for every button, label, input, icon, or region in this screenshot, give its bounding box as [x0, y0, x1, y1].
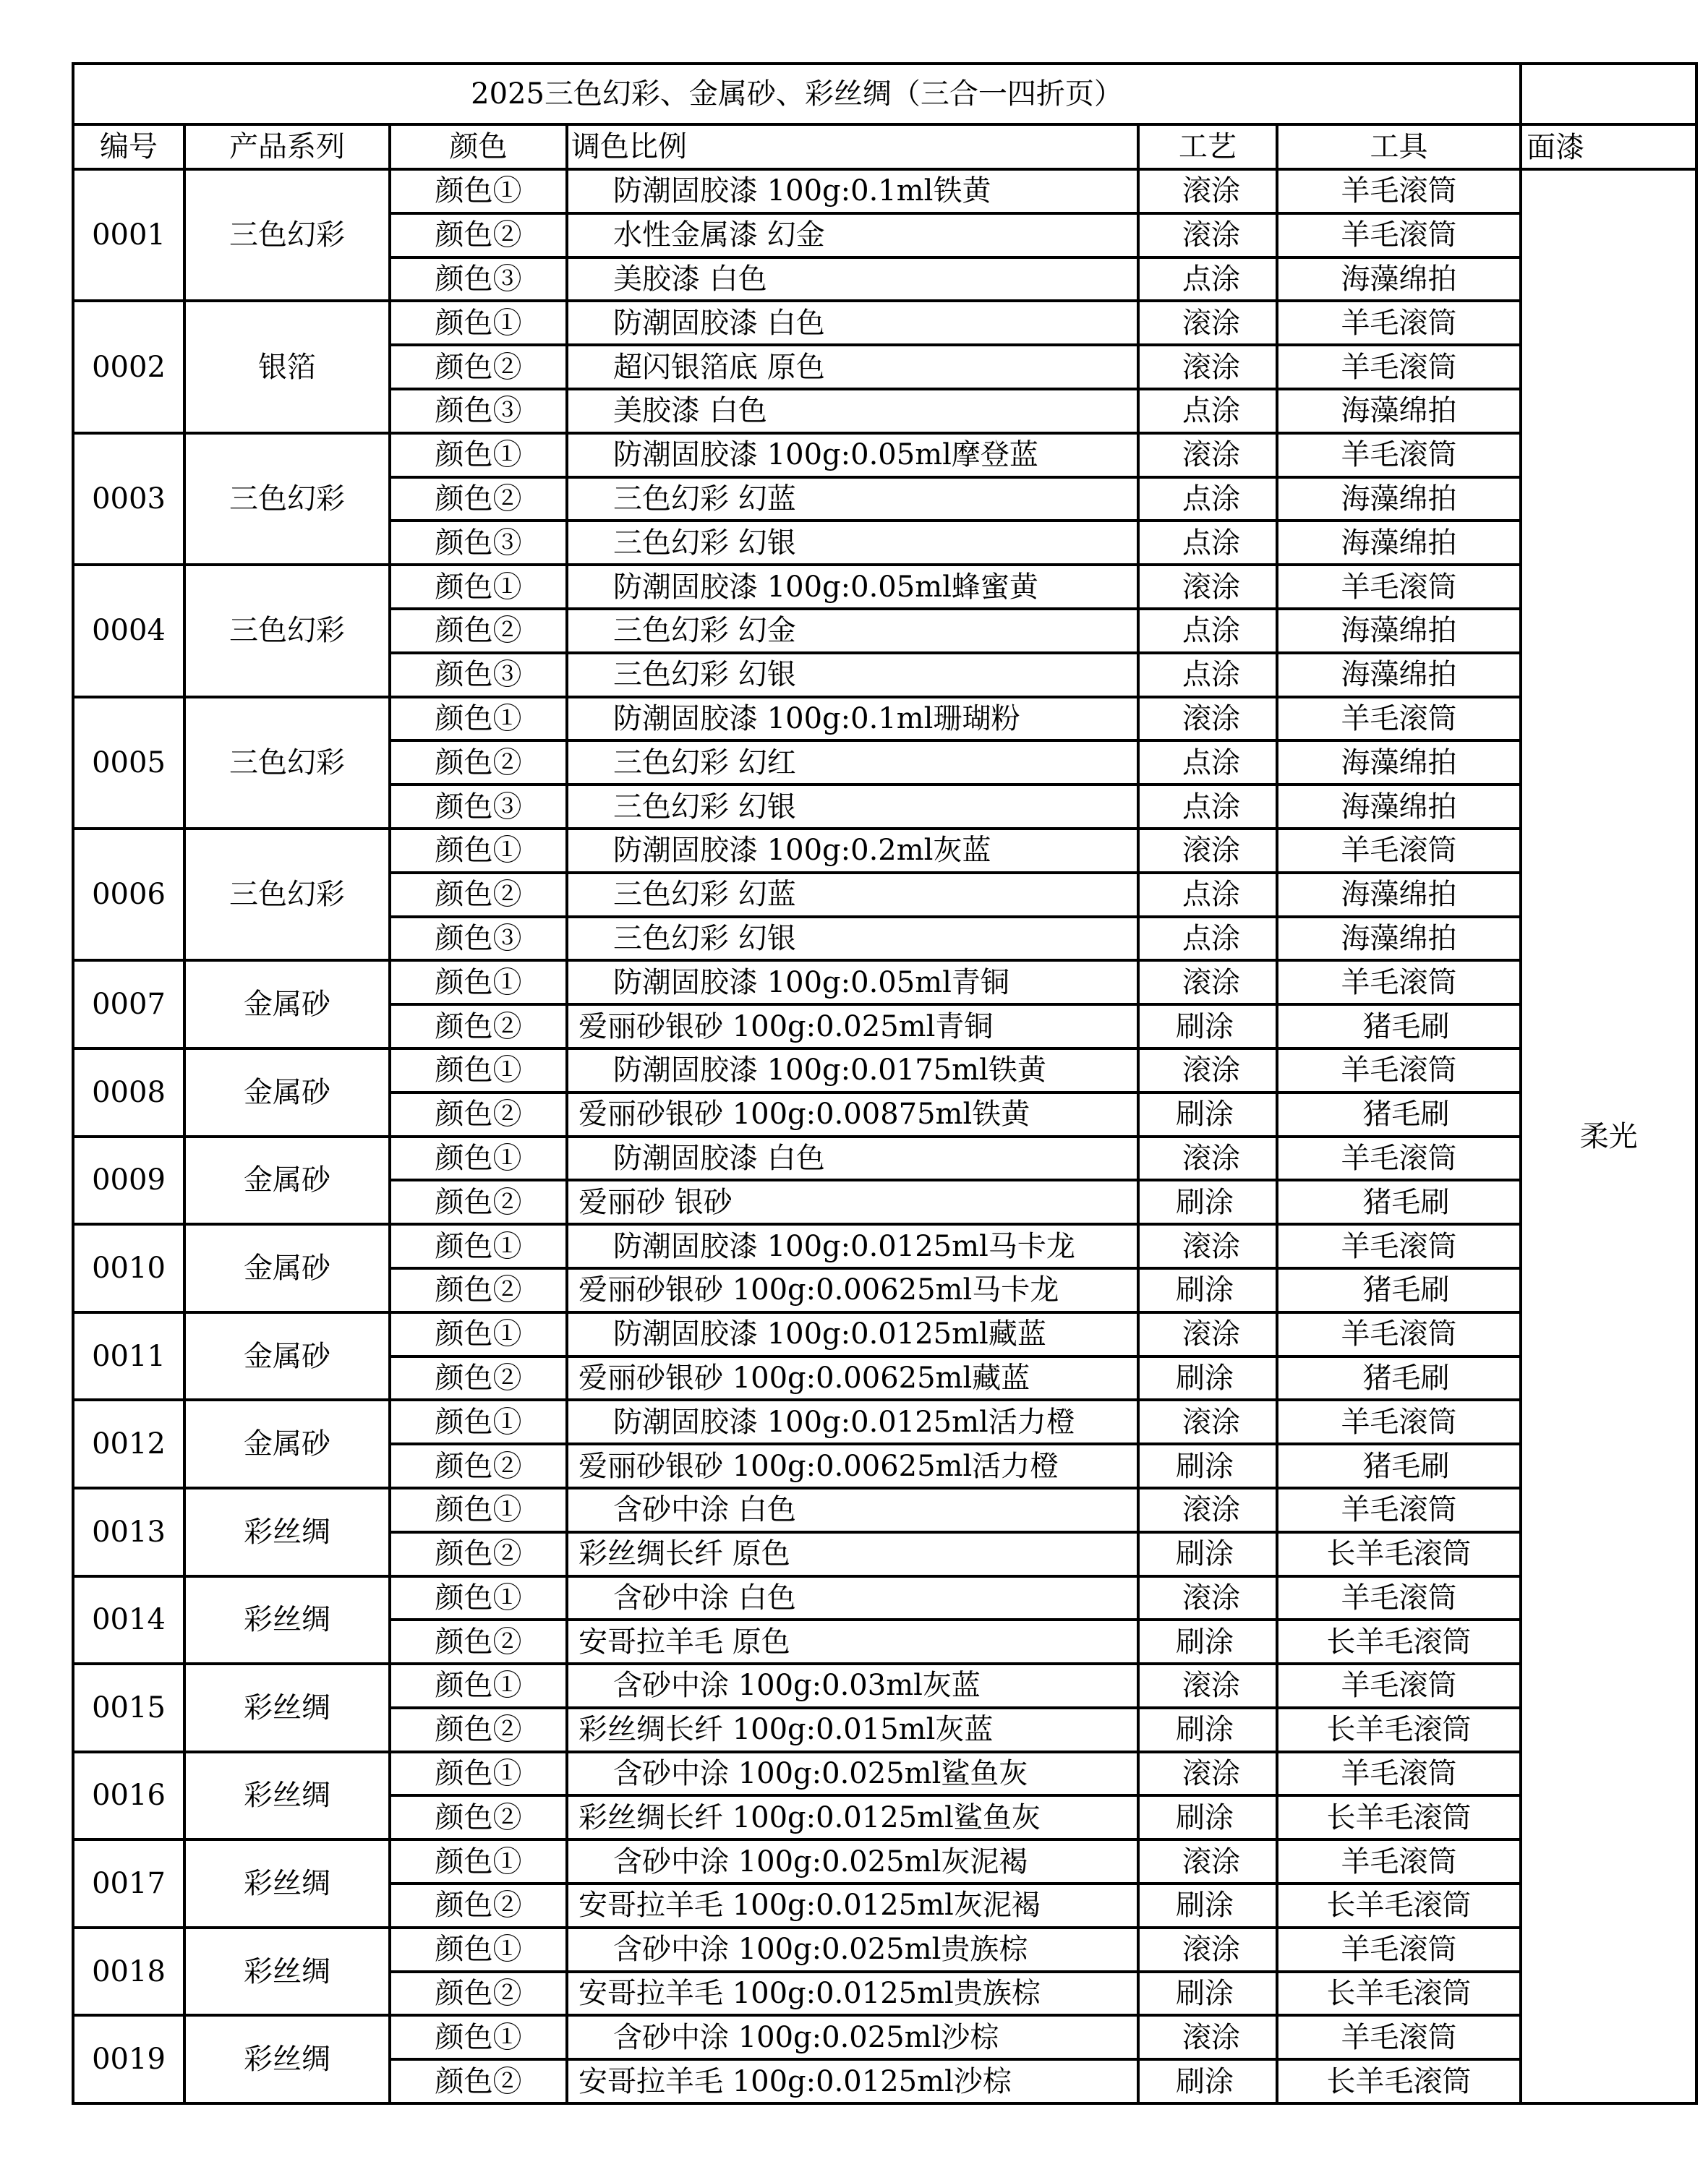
color-label-cell: 颜色① — [390, 2015, 567, 2059]
tool-cell: 长羊毛滚筒 — [1277, 1795, 1521, 1839]
mix-ratio-cell: 防潮固胶漆 100g:0.1ml珊瑚粉 — [567, 697, 1138, 741]
color-label-cell: 颜色① — [390, 960, 567, 1004]
product-id-cell: 0013 — [73, 1488, 184, 1576]
process-cell: 点涂 — [1138, 785, 1277, 829]
mix-ratio-cell: 安哥拉羊毛 100g:0.0125ml沙棕 — [567, 2059, 1138, 2103]
mix-ratio-cell: 爱丽砂 银砂 — [567, 1180, 1138, 1224]
color-label-cell: 颜色② — [390, 213, 567, 257]
color-label-cell: 颜色① — [390, 1224, 567, 1268]
product-series-cell: 三色幻彩 — [184, 169, 390, 301]
product-id-cell: 0006 — [73, 829, 184, 960]
color-label-cell: 颜色② — [390, 1620, 567, 1664]
product-id-cell: 0007 — [73, 960, 184, 1048]
tool-cell: 羊毛滚筒 — [1277, 433, 1521, 477]
process-cell: 点涂 — [1138, 873, 1277, 917]
paint-recipe-table — [72, 62, 1698, 2105]
tool-cell: 羊毛滚筒 — [1277, 1312, 1521, 1356]
color-label-cell: 颜色② — [390, 609, 567, 653]
mix-ratio-cell: 含砂中涂 100g:0.025ml沙棕 — [567, 2015, 1138, 2059]
tool-cell: 羊毛滚筒 — [1277, 697, 1521, 741]
table-row — [73, 2015, 1696, 2059]
mix-ratio-cell: 三色幻彩 幻蓝 — [567, 477, 1138, 521]
tool-cell: 海藻绵拍 — [1277, 477, 1521, 521]
process-cell: 滚涂 — [1138, 2015, 1277, 2059]
product-id-cell: 0003 — [73, 433, 184, 565]
product-series-cell: 银箔 — [184, 301, 390, 432]
mix-ratio-cell: 爱丽砂银砂 100g:0.00625ml藏蓝 — [567, 1356, 1138, 1401]
process-cell: 滚涂 — [1138, 1312, 1277, 1356]
tool-cell: 长羊毛滚筒 — [1277, 1884, 1521, 1928]
finish-value-cell: 柔光 — [1521, 169, 1696, 2103]
tool-cell: 羊毛滚筒 — [1277, 1048, 1521, 1093]
process-cell: 滚涂 — [1138, 1664, 1277, 1708]
mix-ratio-cell: 三色幻彩 幻蓝 — [567, 873, 1138, 917]
product-id-cell: 0005 — [73, 697, 184, 829]
product-series-cell: 彩丝绸 — [184, 1839, 390, 1928]
table-row — [73, 1224, 1696, 1268]
mix-ratio-cell: 防潮固胶漆 白色 — [567, 301, 1138, 345]
process-cell: 点涂 — [1138, 521, 1277, 565]
tool-cell: 长羊毛滚筒 — [1277, 1708, 1521, 1752]
table-row — [73, 1664, 1696, 1708]
color-label-cell: 颜色③ — [390, 257, 567, 302]
product-id-cell: 0002 — [73, 301, 184, 432]
process-cell: 滚涂 — [1138, 433, 1277, 477]
product-series-cell: 金属砂 — [184, 960, 390, 1048]
process-cell: 滚涂 — [1138, 960, 1277, 1004]
tool-cell: 猪毛刷 — [1277, 1444, 1521, 1488]
process-cell: 滚涂 — [1138, 1137, 1277, 1181]
process-cell: 滚涂 — [1138, 697, 1277, 741]
tool-cell: 羊毛滚筒 — [1277, 1928, 1521, 1972]
header-process: 工艺 — [1138, 124, 1277, 169]
header-row — [73, 124, 1696, 169]
color-label-cell: 颜色② — [390, 2059, 567, 2103]
color-label-cell: 颜色① — [390, 169, 567, 213]
mix-ratio-cell: 三色幻彩 幻银 — [567, 521, 1138, 565]
mix-ratio-cell: 爱丽砂银砂 100g:0.00625ml活力橙 — [567, 1444, 1138, 1488]
product-id-cell: 0011 — [73, 1312, 184, 1401]
tool-cell: 羊毛滚筒 — [1277, 169, 1521, 213]
process-cell: 滚涂 — [1138, 1048, 1277, 1093]
table-row — [73, 301, 1696, 345]
process-cell: 刷涂 — [1138, 1532, 1277, 1576]
mix-ratio-cell: 彩丝绸长纤 100g:0.0125ml鲨鱼灰 — [567, 1795, 1138, 1839]
header-color: 颜色 — [390, 124, 567, 169]
mix-ratio-cell: 含砂中涂 100g:0.03ml灰蓝 — [567, 1664, 1138, 1708]
product-series-cell: 金属砂 — [184, 1400, 390, 1488]
color-label-cell: 颜色① — [390, 1137, 567, 1181]
mix-ratio-cell: 三色幻彩 幻红 — [567, 740, 1138, 785]
color-label-cell: 颜色② — [390, 1004, 567, 1048]
table-row — [73, 433, 1696, 477]
product-series-cell: 金属砂 — [184, 1312, 390, 1401]
product-id-cell: 0001 — [73, 169, 184, 301]
color-label-cell: 颜色③ — [390, 785, 567, 829]
mix-ratio-cell: 防潮固胶漆 白色 — [567, 1137, 1138, 1181]
color-label-cell: 颜色① — [390, 301, 567, 345]
mix-ratio-cell: 美胶漆 白色 — [567, 389, 1138, 433]
product-series-cell: 彩丝绸 — [184, 1928, 390, 2016]
product-id-cell: 0019 — [73, 2015, 184, 2103]
product-series-cell: 彩丝绸 — [184, 2015, 390, 2103]
mix-ratio-cell: 防潮固胶漆 100g:0.0125ml活力橙 — [567, 1400, 1138, 1444]
table-row — [73, 169, 1696, 213]
product-series-cell: 三色幻彩 — [184, 433, 390, 565]
color-label-cell: 颜色① — [390, 1048, 567, 1093]
tool-cell: 海藻绵拍 — [1277, 609, 1521, 653]
color-label-cell: 颜色① — [390, 829, 567, 873]
process-cell: 刷涂 — [1138, 1884, 1277, 1928]
product-id-cell: 0014 — [73, 1576, 184, 1664]
color-label-cell: 颜色① — [390, 1839, 567, 1884]
mix-ratio-cell: 防潮固胶漆 100g:0.0175ml铁黄 — [567, 1048, 1138, 1093]
tool-cell: 海藻绵拍 — [1277, 785, 1521, 829]
color-label-cell: 颜色③ — [390, 917, 567, 961]
mix-ratio-cell: 防潮固胶漆 100g:0.0125ml藏蓝 — [567, 1312, 1138, 1356]
tool-cell: 羊毛滚筒 — [1277, 1752, 1521, 1796]
product-id-cell: 0004 — [73, 565, 184, 696]
mix-ratio-cell: 安哥拉羊毛 100g:0.0125ml贵族棕 — [567, 1972, 1138, 2016]
tool-cell: 海藻绵拍 — [1277, 917, 1521, 961]
product-series-cell: 彩丝绸 — [184, 1488, 390, 1576]
product-id-cell: 0012 — [73, 1400, 184, 1488]
mix-ratio-cell: 含砂中涂 100g:0.025ml灰泥褐 — [567, 1839, 1138, 1884]
mix-ratio-cell: 彩丝绸长纤 原色 — [567, 1532, 1138, 1576]
process-cell: 滚涂 — [1138, 1928, 1277, 1972]
mix-ratio-cell: 超闪银箔底 原色 — [567, 345, 1138, 389]
tool-cell: 猪毛刷 — [1277, 1180, 1521, 1224]
process-cell: 刷涂 — [1138, 2059, 1277, 2103]
process-cell: 滚涂 — [1138, 169, 1277, 213]
process-cell: 滚涂 — [1138, 829, 1277, 873]
process-cell: 刷涂 — [1138, 1180, 1277, 1224]
color-label-cell: 颜色① — [390, 1576, 567, 1620]
product-series-cell: 三色幻彩 — [184, 565, 390, 696]
product-series-cell: 彩丝绸 — [184, 1664, 390, 1752]
color-label-cell: 颜色② — [390, 873, 567, 917]
process-cell: 点涂 — [1138, 740, 1277, 785]
mix-ratio-cell: 爱丽砂银砂 100g:0.00625ml马卡龙 — [567, 1268, 1138, 1312]
product-id-cell: 0010 — [73, 1224, 184, 1312]
mix-ratio-cell: 防潮固胶漆 100g:0.2ml灰蓝 — [567, 829, 1138, 873]
tool-cell: 长羊毛滚筒 — [1277, 1620, 1521, 1664]
mix-ratio-cell: 三色幻彩 幻银 — [567, 653, 1138, 697]
mix-ratio-cell: 爱丽砂银砂 100g:0.00875ml铁黄 — [567, 1093, 1138, 1137]
header-id: 编号 — [73, 124, 184, 169]
table-row — [73, 1400, 1696, 1444]
process-cell: 点涂 — [1138, 609, 1277, 653]
process-cell: 滚涂 — [1138, 565, 1277, 609]
color-label-cell: 颜色③ — [390, 521, 567, 565]
process-cell: 刷涂 — [1138, 1004, 1277, 1048]
mix-ratio-cell: 三色幻彩 幻金 — [567, 609, 1138, 653]
process-cell: 滚涂 — [1138, 213, 1277, 257]
mix-ratio-cell: 含砂中涂 白色 — [567, 1576, 1138, 1620]
mix-ratio-cell: 三色幻彩 幻银 — [567, 917, 1138, 961]
tool-cell: 羊毛滚筒 — [1277, 1137, 1521, 1181]
color-label-cell: 颜色② — [390, 1532, 567, 1576]
process-cell: 刷涂 — [1138, 1708, 1277, 1752]
tool-cell: 猪毛刷 — [1277, 1356, 1521, 1401]
mix-ratio-cell: 含砂中涂 100g:0.025ml贵族棕 — [567, 1928, 1138, 1972]
process-cell: 刷涂 — [1138, 1620, 1277, 1664]
process-cell: 刷涂 — [1138, 1268, 1277, 1312]
process-cell: 刷涂 — [1138, 1795, 1277, 1839]
tool-cell: 猪毛刷 — [1277, 1093, 1521, 1137]
tool-cell: 羊毛滚筒 — [1277, 960, 1521, 1004]
product-id-cell: 0017 — [73, 1839, 184, 1928]
color-label-cell: 颜色② — [390, 1795, 567, 1839]
process-cell: 点涂 — [1138, 257, 1277, 302]
color-label-cell: 颜色① — [390, 565, 567, 609]
product-series-cell: 彩丝绸 — [184, 1576, 390, 1664]
tool-cell: 长羊毛滚筒 — [1277, 1532, 1521, 1576]
color-label-cell: 颜色② — [390, 1884, 567, 1928]
tool-cell: 海藻绵拍 — [1277, 653, 1521, 697]
header-ratio: 调色比例 — [567, 124, 1138, 169]
tool-cell: 海藻绵拍 — [1277, 257, 1521, 302]
tool-cell: 长羊毛滚筒 — [1277, 2059, 1521, 2103]
tool-cell: 猪毛刷 — [1277, 1268, 1521, 1312]
process-cell: 滚涂 — [1138, 1488, 1277, 1532]
process-cell: 刷涂 — [1138, 1444, 1277, 1488]
product-id-cell: 0009 — [73, 1137, 184, 1225]
tool-cell: 羊毛滚筒 — [1277, 565, 1521, 609]
color-label-cell: 颜色② — [390, 1444, 567, 1488]
mix-ratio-cell: 彩丝绸长纤 100g:0.015ml灰蓝 — [567, 1708, 1138, 1752]
header-finish: 面漆 — [1521, 124, 1696, 169]
tool-cell: 羊毛滚筒 — [1277, 1839, 1521, 1884]
tool-cell: 海藻绵拍 — [1277, 740, 1521, 785]
tool-cell: 羊毛滚筒 — [1277, 1224, 1521, 1268]
color-label-cell: 颜色② — [390, 740, 567, 785]
color-label-cell: 颜色② — [390, 1093, 567, 1137]
process-cell: 滚涂 — [1138, 1752, 1277, 1796]
table-row — [73, 697, 1696, 741]
tool-cell: 羊毛滚筒 — [1277, 2015, 1521, 2059]
table-row — [73, 1137, 1696, 1181]
color-label-cell: 颜色① — [390, 1752, 567, 1796]
tool-cell: 羊毛滚筒 — [1277, 1488, 1521, 1532]
table-row — [73, 1928, 1696, 1972]
color-label-cell: 颜色② — [390, 1356, 567, 1401]
process-cell: 滚涂 — [1138, 345, 1277, 389]
process-cell: 点涂 — [1138, 653, 1277, 697]
tool-cell: 海藻绵拍 — [1277, 389, 1521, 433]
product-id-cell: 0008 — [73, 1048, 184, 1137]
tool-cell: 羊毛滚筒 — [1277, 829, 1521, 873]
tool-cell: 羊毛滚筒 — [1277, 1576, 1521, 1620]
title-row-blank-cell — [1521, 64, 1696, 124]
mix-ratio-cell: 防潮固胶漆 100g:0.05ml摩登蓝 — [567, 433, 1138, 477]
product-series-cell: 三色幻彩 — [184, 697, 390, 829]
process-cell: 点涂 — [1138, 389, 1277, 433]
table-row — [73, 829, 1696, 873]
mix-ratio-cell: 爱丽砂银砂 100g:0.025ml青铜 — [567, 1004, 1138, 1048]
color-label-cell: 颜色② — [390, 477, 567, 521]
mix-ratio-cell: 防潮固胶漆 100g:0.05ml蜂蜜黄 — [567, 565, 1138, 609]
process-cell: 滚涂 — [1138, 1224, 1277, 1268]
process-cell: 刷涂 — [1138, 1972, 1277, 2016]
tool-cell: 海藻绵拍 — [1277, 521, 1521, 565]
color-label-cell: 颜色① — [390, 1312, 567, 1356]
table-row — [73, 1048, 1696, 1093]
tool-cell: 羊毛滚筒 — [1277, 345, 1521, 389]
sheet-title: 2025三色幻彩、金属砂、彩丝绸（三合一四折页） — [73, 64, 1521, 124]
color-label-cell: 颜色① — [390, 697, 567, 741]
process-cell: 刷涂 — [1138, 1356, 1277, 1401]
product-series-cell: 金属砂 — [184, 1137, 390, 1225]
table-row — [73, 1576, 1696, 1620]
process-cell: 点涂 — [1138, 917, 1277, 961]
tool-cell: 猪毛刷 — [1277, 1004, 1521, 1048]
mix-ratio-cell: 防潮固胶漆 100g:0.1ml铁黄 — [567, 169, 1138, 213]
product-id-cell: 0018 — [73, 1928, 184, 2016]
tool-cell: 羊毛滚筒 — [1277, 213, 1521, 257]
mix-ratio-cell: 安哥拉羊毛 100g:0.0125ml灰泥褐 — [567, 1884, 1138, 1928]
process-cell: 点涂 — [1138, 477, 1277, 521]
header-series: 产品系列 — [184, 124, 390, 169]
mix-ratio-cell: 防潮固胶漆 100g:0.05ml青铜 — [567, 960, 1138, 1004]
process-cell: 滚涂 — [1138, 1839, 1277, 1884]
color-label-cell: 颜色② — [390, 1180, 567, 1224]
product-series-cell: 三色幻彩 — [184, 829, 390, 960]
mix-ratio-cell: 三色幻彩 幻银 — [567, 785, 1138, 829]
table-row — [73, 1839, 1696, 1884]
tool-cell: 羊毛滚筒 — [1277, 1664, 1521, 1708]
tool-cell: 羊毛滚筒 — [1277, 1400, 1521, 1444]
product-series-cell: 彩丝绸 — [184, 1752, 390, 1840]
product-id-cell: 0016 — [73, 1752, 184, 1840]
color-label-cell: 颜色② — [390, 1268, 567, 1312]
mix-ratio-cell: 含砂中涂 100g:0.025ml鲨鱼灰 — [567, 1752, 1138, 1796]
title-row — [73, 64, 1696, 124]
tool-cell: 长羊毛滚筒 — [1277, 1972, 1521, 2016]
color-label-cell: 颜色② — [390, 345, 567, 389]
process-cell: 刷涂 — [1138, 1093, 1277, 1137]
process-cell: 滚涂 — [1138, 1400, 1277, 1444]
mix-ratio-cell: 含砂中涂 白色 — [567, 1488, 1138, 1532]
color-label-cell: 颜色② — [390, 1972, 567, 2016]
color-label-cell: 颜色③ — [390, 653, 567, 697]
color-label-cell: 颜色① — [390, 433, 567, 477]
color-label-cell: 颜色② — [390, 1708, 567, 1752]
color-label-cell: 颜色③ — [390, 389, 567, 433]
tool-cell: 羊毛滚筒 — [1277, 301, 1521, 345]
table-row — [73, 1312, 1696, 1356]
product-series-cell: 金属砂 — [184, 1048, 390, 1137]
product-id-cell: 0015 — [73, 1664, 184, 1752]
mix-ratio-cell: 防潮固胶漆 100g:0.0125ml马卡龙 — [567, 1224, 1138, 1268]
header-tool: 工具 — [1277, 124, 1521, 169]
color-label-cell: 颜色① — [390, 1664, 567, 1708]
color-label-cell: 颜色① — [390, 1400, 567, 1444]
color-label-cell: 颜色① — [390, 1488, 567, 1532]
mix-ratio-cell: 美胶漆 白色 — [567, 257, 1138, 302]
table-row — [73, 960, 1696, 1004]
process-cell: 滚涂 — [1138, 301, 1277, 345]
mix-ratio-cell: 安哥拉羊毛 原色 — [567, 1620, 1138, 1664]
table-row — [73, 1488, 1696, 1532]
mix-ratio-cell: 水性金属漆 幻金 — [567, 213, 1138, 257]
tool-cell: 海藻绵拍 — [1277, 873, 1521, 917]
product-series-cell: 金属砂 — [184, 1224, 390, 1312]
table-row — [73, 1752, 1696, 1796]
table-row — [73, 565, 1696, 609]
color-label-cell: 颜色① — [390, 1928, 567, 1972]
process-cell: 滚涂 — [1138, 1576, 1277, 1620]
